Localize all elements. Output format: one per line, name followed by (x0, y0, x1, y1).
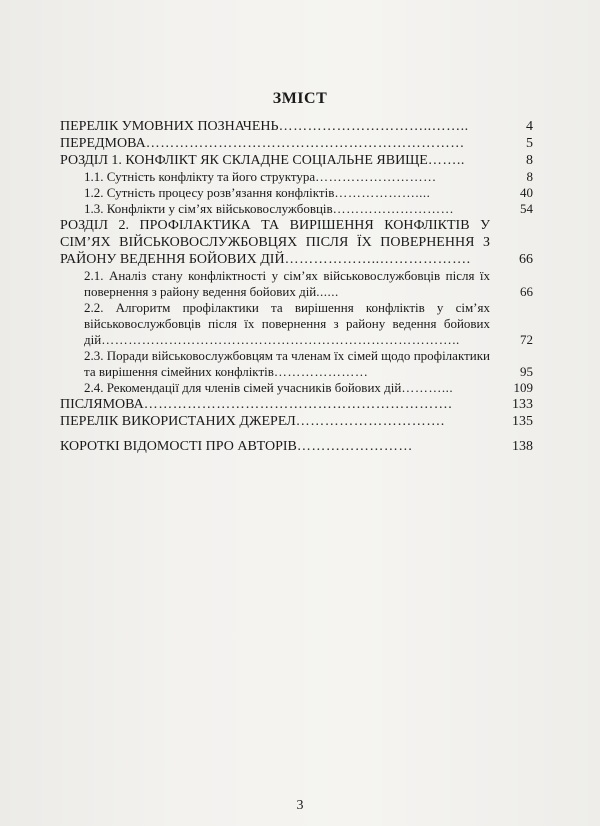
toc-entry (60, 169, 533, 185)
toc-entry-page: 109 (513, 380, 533, 395)
toc-entry-page: 95 (520, 364, 533, 379)
toc-entry-text: ПІСЛЯМОВА (60, 397, 144, 412)
toc-entry-leader: ………………..………………. (284, 252, 471, 267)
toc-entry (60, 185, 533, 201)
toc-entry-leader: …….. (427, 153, 465, 168)
toc-entry (60, 217, 533, 268)
toc-entry (60, 152, 533, 169)
toc-entry-text: 1.1. Сутність конфлікту та його структура (84, 169, 316, 184)
toc-entry-text: РОЗДІЛ 1. КОНФЛІКТ ЯК СКЛАДНЕ СОЦІАЛЬНЕ ЯВИЩЕ (60, 153, 428, 168)
toc-entry-leader: ………………………………………………………… (145, 136, 465, 151)
toc-entry (60, 118, 533, 135)
toc-entry-leader: ...... (316, 284, 339, 299)
toc-entry-leader: ………………………………………………………. (143, 397, 453, 412)
toc-entry-page: 133 (512, 397, 533, 412)
toc-entry-page: 5 (526, 136, 533, 151)
spacer (60, 430, 530, 438)
toc-entry (60, 268, 533, 300)
toc-entry (60, 135, 533, 152)
toc-entry-page: 8 (526, 153, 533, 168)
toc-entry-leader: ………………… (273, 364, 369, 379)
toc-entry-page: 8 (526, 169, 533, 184)
toc-entry-leader: ……………….... (334, 185, 431, 200)
toc-entry (60, 396, 533, 413)
toc-entry-text: ПЕРЕЛІК УМОВНИХ ПОЗНАЧЕНЬ (60, 119, 279, 134)
toc-entry-text: 2.3. Поради військовослужбовцям та членам їх сімей щодо профілактики та вирішення сімейних конфліктів (84, 348, 490, 379)
toc-title: ЗМІСТ (272, 90, 328, 107)
toc-entry-page: 66 (520, 284, 533, 299)
toc-entry-text: ПЕРЕЛІК ВИКОРИСТАНИХ ДЖЕРЕЛ (60, 414, 296, 429)
toc-entry-text: РОЗДІЛ 2. ПРОФІЛАКТИКА ТА ВИРІШЕННЯ КОНФЛІКТІВ У СІМ’ЯХ ВІЙСЬКОВОСЛУЖБОВЦЯХ ПІСЛЯ ЇХ ПОВЕРНЕННЯ З РАЙОНУ ВЕДЕННЯ БОЙОВИХ ДІЙ (60, 218, 490, 267)
page-number: 3 (296, 798, 304, 813)
toc-entry-page: 66 (519, 252, 533, 267)
toc-entry-page: 40 (520, 185, 533, 200)
toc-entry-text: 2.1. Аналіз стану конфліктності у сім’ях військовослужбовців після їх повернення з району ведення бойових дій (84, 268, 490, 299)
toc-entry-text: 1.3. Конфлікти у сім’ях військовослужбовців (84, 201, 333, 216)
toc-entry-leader: ……………………… (332, 201, 455, 216)
toc-entry (60, 201, 533, 217)
toc-entry-leader: …………………… (296, 439, 413, 454)
toc-entry-page: 135 (512, 414, 533, 429)
toc-entry-leader: ………... (401, 380, 454, 395)
toc-entry-page: 54 (520, 201, 533, 216)
toc-entry-page: 72 (520, 332, 533, 347)
table-of-contents (60, 118, 533, 455)
toc-entry (60, 438, 533, 455)
toc-entry-text: ПЕРЕДМОВА (60, 136, 146, 151)
toc-entry (60, 380, 533, 396)
toc-entry (60, 348, 533, 380)
toc-entry-page: 4 (526, 119, 533, 134)
toc-entry-leader: …………………………. (295, 414, 445, 429)
toc-entry-text: 1.2. Сутність процесу розв’язання конфліктів (84, 185, 335, 200)
toc-entry-page: 138 (512, 439, 533, 454)
toc-entry-text: 2.2. Алгоритм профілактики та вирішення конфліктів у сім’ях військовослужбовців після їх повернення з району ведення бойових дій (84, 300, 490, 347)
toc-entry-leader: …………………………………………………………………….. (101, 332, 460, 347)
toc-entry (60, 413, 533, 430)
toc-entry-leader: …………………………..…….. (278, 119, 469, 134)
toc-entry-text: КОРОТКІ ВІДОМОСТІ ПРО АВТОРІВ (60, 439, 297, 454)
toc-entry-leader: ……………………… (315, 169, 437, 184)
toc-entry (60, 300, 533, 348)
toc-entry-text: 2.4. Рекомендації для членів сімей учасників бойових дій (84, 380, 402, 395)
